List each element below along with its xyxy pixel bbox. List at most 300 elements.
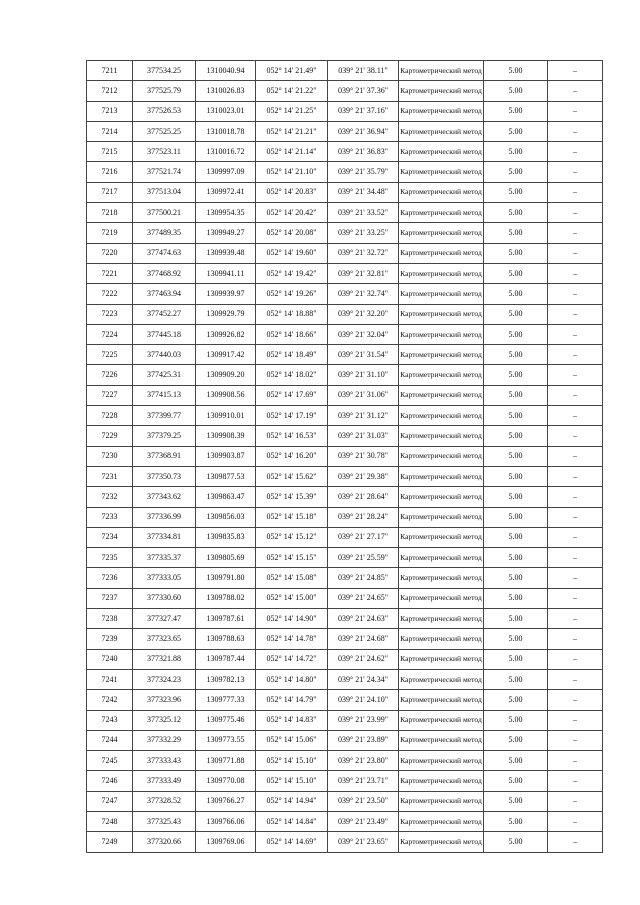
latitude-cell: 052° 14' 21.49" bbox=[256, 61, 328, 81]
table-row bbox=[87, 507, 603, 527]
point-number-cell: 7247 bbox=[87, 791, 133, 811]
latitude-cell: 052° 14' 19.26" bbox=[256, 284, 328, 304]
table-row bbox=[87, 81, 603, 101]
description-cell: – bbox=[548, 284, 603, 304]
method-cell: Картометрический метод bbox=[399, 284, 484, 304]
x-coordinate-cell: 377399.77 bbox=[133, 406, 196, 426]
x-coordinate-cell: 377333.43 bbox=[133, 751, 196, 771]
longitude-cell: 039° 21' 37.16" bbox=[328, 101, 399, 121]
precision-cell: 5.00 bbox=[484, 649, 548, 669]
longitude-cell: 039° 21' 23.49" bbox=[328, 811, 399, 831]
table-row bbox=[87, 791, 603, 811]
point-number-cell: 7249 bbox=[87, 832, 133, 852]
x-coordinate-cell: 377334.81 bbox=[133, 527, 196, 547]
x-coordinate-cell: 377425.31 bbox=[133, 365, 196, 385]
x-coordinate-cell: 377521.74 bbox=[133, 162, 196, 182]
point-number-cell: 7238 bbox=[87, 609, 133, 629]
description-cell: – bbox=[548, 588, 603, 608]
x-coordinate-cell: 377445.18 bbox=[133, 324, 196, 344]
longitude-cell: 039° 21' 27.17" bbox=[328, 527, 399, 547]
x-coordinate-cell: 377534.25 bbox=[133, 61, 196, 81]
x-coordinate-cell: 377320.66 bbox=[133, 832, 196, 852]
method-cell: Картометрический метод bbox=[399, 771, 484, 791]
point-number-cell: 7218 bbox=[87, 203, 133, 223]
latitude-cell: 052° 14' 14.69" bbox=[256, 832, 328, 852]
longitude-cell: 039° 21' 38.11" bbox=[328, 61, 399, 81]
point-number-cell: 7216 bbox=[87, 162, 133, 182]
point-number-cell: 7219 bbox=[87, 223, 133, 243]
x-coordinate-cell: 377379.25 bbox=[133, 426, 196, 446]
table-row bbox=[87, 243, 603, 263]
description-cell: – bbox=[548, 832, 603, 852]
method-cell: Картометрический метод bbox=[399, 629, 484, 649]
longitude-cell: 039° 21' 31.10" bbox=[328, 365, 399, 385]
precision-cell: 5.00 bbox=[484, 365, 548, 385]
x-coordinate-cell: 377500.21 bbox=[133, 203, 196, 223]
precision-cell: 5.00 bbox=[484, 588, 548, 608]
latitude-cell: 052° 14' 14.90" bbox=[256, 609, 328, 629]
precision-cell: 5.00 bbox=[484, 81, 548, 101]
latitude-cell: 052° 14' 14.72" bbox=[256, 649, 328, 669]
latitude-cell: 052° 14' 14.79" bbox=[256, 690, 328, 710]
longitude-cell: 039° 21' 32.20" bbox=[328, 304, 399, 324]
x-coordinate-cell: 377325.43 bbox=[133, 811, 196, 831]
latitude-cell: 052° 14' 15.08" bbox=[256, 568, 328, 588]
precision-cell: 5.00 bbox=[484, 162, 548, 182]
precision-cell: 5.00 bbox=[484, 690, 548, 710]
y-coordinate-cell: 1310018.78 bbox=[196, 121, 256, 141]
table-row bbox=[87, 365, 603, 385]
y-coordinate-cell: 1309766.27 bbox=[196, 791, 256, 811]
longitude-cell: 039° 21' 29.38" bbox=[328, 466, 399, 486]
longitude-cell: 039° 21' 25.59" bbox=[328, 548, 399, 568]
method-cell: Картометрический метод bbox=[399, 162, 484, 182]
point-number-cell: 7234 bbox=[87, 527, 133, 547]
description-cell: – bbox=[548, 629, 603, 649]
precision-cell: 5.00 bbox=[484, 811, 548, 831]
coordinates-table bbox=[86, 60, 603, 853]
method-cell: Картометрический метод bbox=[399, 324, 484, 344]
table-row bbox=[87, 385, 603, 405]
table-row bbox=[87, 730, 603, 750]
point-number-cell: 7240 bbox=[87, 649, 133, 669]
longitude-cell: 039° 21' 24.65" bbox=[328, 588, 399, 608]
longitude-cell: 039° 21' 34.48" bbox=[328, 182, 399, 202]
point-number-cell: 7230 bbox=[87, 446, 133, 466]
description-cell: – bbox=[548, 426, 603, 446]
method-cell: Картометрический метод bbox=[399, 649, 484, 669]
description-cell: – bbox=[548, 324, 603, 344]
point-number-cell: 7244 bbox=[87, 730, 133, 750]
latitude-cell: 052° 14' 18.49" bbox=[256, 345, 328, 365]
latitude-cell: 052° 14' 15.00" bbox=[256, 588, 328, 608]
point-number-cell: 7229 bbox=[87, 426, 133, 446]
longitude-cell: 039° 21' 24.34" bbox=[328, 669, 399, 689]
precision-cell: 5.00 bbox=[484, 568, 548, 588]
y-coordinate-cell: 1309903.87 bbox=[196, 446, 256, 466]
point-number-cell: 7220 bbox=[87, 243, 133, 263]
y-coordinate-cell: 1310040.94 bbox=[196, 61, 256, 81]
latitude-cell: 052° 14' 20.42" bbox=[256, 203, 328, 223]
x-coordinate-cell: 377463.94 bbox=[133, 284, 196, 304]
latitude-cell: 052° 14' 21.21" bbox=[256, 121, 328, 141]
y-coordinate-cell: 1309929.79 bbox=[196, 304, 256, 324]
y-coordinate-cell: 1309787.44 bbox=[196, 649, 256, 669]
description-cell: – bbox=[548, 345, 603, 365]
description-cell: – bbox=[548, 223, 603, 243]
description-cell: – bbox=[548, 243, 603, 263]
method-cell: Картометрический метод bbox=[399, 61, 484, 81]
y-coordinate-cell: 1309856.03 bbox=[196, 507, 256, 527]
point-number-cell: 7227 bbox=[87, 385, 133, 405]
table-row bbox=[87, 487, 603, 507]
point-number-cell: 7214 bbox=[87, 121, 133, 141]
y-coordinate-cell: 1309791.80 bbox=[196, 568, 256, 588]
point-number-cell: 7239 bbox=[87, 629, 133, 649]
y-coordinate-cell: 1309775.46 bbox=[196, 710, 256, 730]
longitude-cell: 039° 21' 24.10" bbox=[328, 690, 399, 710]
latitude-cell: 052° 14' 16.20" bbox=[256, 446, 328, 466]
table-row bbox=[87, 162, 603, 182]
latitude-cell: 052° 14' 14.84" bbox=[256, 811, 328, 831]
table-row bbox=[87, 771, 603, 791]
longitude-cell: 039° 21' 23.50" bbox=[328, 791, 399, 811]
table-row bbox=[87, 345, 603, 365]
method-cell: Картометрический метод bbox=[399, 101, 484, 121]
point-number-cell: 7233 bbox=[87, 507, 133, 527]
longitude-cell: 039° 21' 31.06" bbox=[328, 385, 399, 405]
longitude-cell: 039° 21' 28.64" bbox=[328, 487, 399, 507]
precision-cell: 5.00 bbox=[484, 507, 548, 527]
x-coordinate-cell: 377468.92 bbox=[133, 263, 196, 283]
description-cell: – bbox=[548, 203, 603, 223]
x-coordinate-cell: 377452.27 bbox=[133, 304, 196, 324]
table-row bbox=[87, 832, 603, 852]
method-cell: Картометрический метод bbox=[399, 426, 484, 446]
method-cell: Картометрический метод bbox=[399, 568, 484, 588]
longitude-cell: 039° 21' 31.03" bbox=[328, 426, 399, 446]
x-coordinate-cell: 377332.29 bbox=[133, 730, 196, 750]
method-cell: Картометрический метод bbox=[399, 811, 484, 831]
precision-cell: 5.00 bbox=[484, 710, 548, 730]
method-cell: Картометрический метод bbox=[399, 832, 484, 852]
y-coordinate-cell: 1309782.13 bbox=[196, 669, 256, 689]
point-number-cell: 7242 bbox=[87, 690, 133, 710]
precision-cell: 5.00 bbox=[484, 751, 548, 771]
description-cell: – bbox=[548, 61, 603, 81]
y-coordinate-cell: 1309941.11 bbox=[196, 263, 256, 283]
precision-cell: 5.00 bbox=[484, 223, 548, 243]
latitude-cell: 052° 14' 15.06" bbox=[256, 730, 328, 750]
x-coordinate-cell: 377333.05 bbox=[133, 568, 196, 588]
method-cell: Картометрический метод bbox=[399, 263, 484, 283]
table-row bbox=[87, 121, 603, 141]
longitude-cell: 039° 21' 24.85" bbox=[328, 568, 399, 588]
point-number-cell: 7226 bbox=[87, 365, 133, 385]
latitude-cell: 052° 14' 14.94" bbox=[256, 791, 328, 811]
precision-cell: 5.00 bbox=[484, 771, 548, 791]
coordinates-table-body bbox=[87, 61, 603, 853]
longitude-cell: 039° 21' 32.81" bbox=[328, 263, 399, 283]
point-number-cell: 7235 bbox=[87, 548, 133, 568]
method-cell: Картометрический метод bbox=[399, 710, 484, 730]
point-number-cell: 7228 bbox=[87, 406, 133, 426]
description-cell: – bbox=[548, 730, 603, 750]
precision-cell: 5.00 bbox=[484, 142, 548, 162]
description-cell: – bbox=[548, 142, 603, 162]
table-row bbox=[87, 710, 603, 730]
precision-cell: 5.00 bbox=[484, 101, 548, 121]
latitude-cell: 052° 14' 17.69" bbox=[256, 385, 328, 405]
point-number-cell: 7223 bbox=[87, 304, 133, 324]
point-number-cell: 7243 bbox=[87, 710, 133, 730]
method-cell: Картометрический метод bbox=[399, 365, 484, 385]
precision-cell: 5.00 bbox=[484, 182, 548, 202]
precision-cell: 5.00 bbox=[484, 304, 548, 324]
x-coordinate-cell: 377526.53 bbox=[133, 101, 196, 121]
y-coordinate-cell: 1309787.61 bbox=[196, 609, 256, 629]
y-coordinate-cell: 1309766.06 bbox=[196, 811, 256, 831]
latitude-cell: 052° 14' 16.53" bbox=[256, 426, 328, 446]
method-cell: Картометрический метод bbox=[399, 791, 484, 811]
table-row bbox=[87, 426, 603, 446]
point-number-cell: 7237 bbox=[87, 588, 133, 608]
point-number-cell: 7236 bbox=[87, 568, 133, 588]
description-cell: – bbox=[548, 81, 603, 101]
longitude-cell: 039° 21' 36.83" bbox=[328, 142, 399, 162]
table-row bbox=[87, 142, 603, 162]
longitude-cell: 039° 21' 33.52" bbox=[328, 203, 399, 223]
precision-cell: 5.00 bbox=[484, 487, 548, 507]
precision-cell: 5.00 bbox=[484, 446, 548, 466]
description-cell: – bbox=[548, 101, 603, 121]
y-coordinate-cell: 1309877.53 bbox=[196, 466, 256, 486]
point-number-cell: 7231 bbox=[87, 466, 133, 486]
longitude-cell: 039° 21' 23.99" bbox=[328, 710, 399, 730]
y-coordinate-cell: 1310016.72 bbox=[196, 142, 256, 162]
description-cell: – bbox=[548, 548, 603, 568]
table-row bbox=[87, 690, 603, 710]
table-row bbox=[87, 324, 603, 344]
precision-cell: 5.00 bbox=[484, 324, 548, 344]
method-cell: Картометрический метод bbox=[399, 466, 484, 486]
x-coordinate-cell: 377525.79 bbox=[133, 81, 196, 101]
table-row bbox=[87, 61, 603, 81]
table-row bbox=[87, 811, 603, 831]
method-cell: Картометрический метод bbox=[399, 527, 484, 547]
table-row bbox=[87, 182, 603, 202]
table-row bbox=[87, 101, 603, 121]
table-row bbox=[87, 527, 603, 547]
point-number-cell: 7215 bbox=[87, 142, 133, 162]
y-coordinate-cell: 1309863.47 bbox=[196, 487, 256, 507]
method-cell: Картометрический метод bbox=[399, 406, 484, 426]
latitude-cell: 052° 14' 20.83" bbox=[256, 182, 328, 202]
method-cell: Картометрический метод bbox=[399, 223, 484, 243]
x-coordinate-cell: 377513.04 bbox=[133, 182, 196, 202]
point-number-cell: 7248 bbox=[87, 811, 133, 831]
latitude-cell: 052° 14' 18.88" bbox=[256, 304, 328, 324]
method-cell: Картометрический метод bbox=[399, 121, 484, 141]
table-row bbox=[87, 304, 603, 324]
description-cell: – bbox=[548, 487, 603, 507]
x-coordinate-cell: 377415.13 bbox=[133, 385, 196, 405]
table-row bbox=[87, 203, 603, 223]
method-cell: Картометрический метод bbox=[399, 81, 484, 101]
precision-cell: 5.00 bbox=[484, 203, 548, 223]
longitude-cell: 039° 21' 32.04" bbox=[328, 324, 399, 344]
latitude-cell: 052° 14' 21.10" bbox=[256, 162, 328, 182]
description-cell: – bbox=[548, 406, 603, 426]
point-number-cell: 7212 bbox=[87, 81, 133, 101]
latitude-cell: 052° 14' 15.10" bbox=[256, 771, 328, 791]
table-row bbox=[87, 406, 603, 426]
method-cell: Картометрический метод bbox=[399, 690, 484, 710]
description-cell: – bbox=[548, 649, 603, 669]
method-cell: Картометрический метод bbox=[399, 446, 484, 466]
method-cell: Картометрический метод bbox=[399, 609, 484, 629]
method-cell: Картометрический метод bbox=[399, 385, 484, 405]
precision-cell: 5.00 bbox=[484, 426, 548, 446]
y-coordinate-cell: 1309773.55 bbox=[196, 730, 256, 750]
longitude-cell: 039° 21' 24.63" bbox=[328, 609, 399, 629]
longitude-cell: 039° 21' 35.79" bbox=[328, 162, 399, 182]
latitude-cell: 052° 14' 14.80" bbox=[256, 669, 328, 689]
y-coordinate-cell: 1309926.82 bbox=[196, 324, 256, 344]
x-coordinate-cell: 377323.65 bbox=[133, 629, 196, 649]
description-cell: – bbox=[548, 771, 603, 791]
longitude-cell: 039° 21' 33.25" bbox=[328, 223, 399, 243]
y-coordinate-cell: 1309910.01 bbox=[196, 406, 256, 426]
point-number-cell: 7245 bbox=[87, 751, 133, 771]
description-cell: – bbox=[548, 304, 603, 324]
longitude-cell: 039° 21' 30.78" bbox=[328, 446, 399, 466]
longitude-cell: 039° 21' 23.65" bbox=[328, 832, 399, 852]
y-coordinate-cell: 1309949.27 bbox=[196, 223, 256, 243]
method-cell: Картометрический метод bbox=[399, 304, 484, 324]
description-cell: – bbox=[548, 791, 603, 811]
precision-cell: 5.00 bbox=[484, 730, 548, 750]
description-cell: – bbox=[548, 669, 603, 689]
y-coordinate-cell: 1310023.01 bbox=[196, 101, 256, 121]
table-row bbox=[87, 751, 603, 771]
latitude-cell: 052° 14' 15.18" bbox=[256, 507, 328, 527]
description-cell: – bbox=[548, 182, 603, 202]
table-row bbox=[87, 284, 603, 304]
x-coordinate-cell: 377335.37 bbox=[133, 548, 196, 568]
point-number-cell: 7222 bbox=[87, 284, 133, 304]
y-coordinate-cell: 1309908.56 bbox=[196, 385, 256, 405]
precision-cell: 5.00 bbox=[484, 263, 548, 283]
longitude-cell: 039° 21' 23.71" bbox=[328, 771, 399, 791]
table-row bbox=[87, 548, 603, 568]
description-cell: – bbox=[548, 811, 603, 831]
table-row bbox=[87, 446, 603, 466]
method-cell: Картометрический метод bbox=[399, 669, 484, 689]
description-cell: – bbox=[548, 263, 603, 283]
table-row bbox=[87, 629, 603, 649]
table-row bbox=[87, 588, 603, 608]
precision-cell: 5.00 bbox=[484, 527, 548, 547]
y-coordinate-cell: 1309939.48 bbox=[196, 243, 256, 263]
y-coordinate-cell: 1309788.02 bbox=[196, 588, 256, 608]
method-cell: Картометрический метод bbox=[399, 730, 484, 750]
longitude-cell: 039° 21' 37.36" bbox=[328, 81, 399, 101]
latitude-cell: 052° 14' 18.66" bbox=[256, 324, 328, 344]
y-coordinate-cell: 1310026.83 bbox=[196, 81, 256, 101]
coordinates-sheet bbox=[86, 60, 602, 853]
longitude-cell: 039° 21' 32.74" bbox=[328, 284, 399, 304]
longitude-cell: 039° 21' 36.94" bbox=[328, 121, 399, 141]
latitude-cell: 052° 14' 15.39" bbox=[256, 487, 328, 507]
latitude-cell: 052° 14' 21.25" bbox=[256, 101, 328, 121]
description-cell: – bbox=[548, 527, 603, 547]
table-row bbox=[87, 609, 603, 629]
y-coordinate-cell: 1309917.42 bbox=[196, 345, 256, 365]
point-number-cell: 7232 bbox=[87, 487, 133, 507]
longitude-cell: 039° 21' 23.89" bbox=[328, 730, 399, 750]
y-coordinate-cell: 1309908.39 bbox=[196, 426, 256, 446]
point-number-cell: 7224 bbox=[87, 324, 133, 344]
x-coordinate-cell: 377343.62 bbox=[133, 487, 196, 507]
point-number-cell: 7221 bbox=[87, 263, 133, 283]
x-coordinate-cell: 377323.96 bbox=[133, 690, 196, 710]
x-coordinate-cell: 377525.25 bbox=[133, 121, 196, 141]
description-cell: – bbox=[548, 568, 603, 588]
point-number-cell: 7246 bbox=[87, 771, 133, 791]
description-cell: – bbox=[548, 609, 603, 629]
y-coordinate-cell: 1309909.20 bbox=[196, 365, 256, 385]
latitude-cell: 052° 14' 15.15" bbox=[256, 548, 328, 568]
longitude-cell: 039° 21' 31.54" bbox=[328, 345, 399, 365]
y-coordinate-cell: 1309939.97 bbox=[196, 284, 256, 304]
description-cell: – bbox=[548, 507, 603, 527]
precision-cell: 5.00 bbox=[484, 284, 548, 304]
latitude-cell: 052° 14' 14.83" bbox=[256, 710, 328, 730]
x-coordinate-cell: 377368.91 bbox=[133, 446, 196, 466]
x-coordinate-cell: 377474.63 bbox=[133, 243, 196, 263]
y-coordinate-cell: 1309770.08 bbox=[196, 771, 256, 791]
x-coordinate-cell: 377440.03 bbox=[133, 345, 196, 365]
point-number-cell: 7225 bbox=[87, 345, 133, 365]
y-coordinate-cell: 1309788.63 bbox=[196, 629, 256, 649]
method-cell: Картометрический метод bbox=[399, 487, 484, 507]
precision-cell: 5.00 bbox=[484, 121, 548, 141]
y-coordinate-cell: 1309805.69 bbox=[196, 548, 256, 568]
y-coordinate-cell: 1309997.09 bbox=[196, 162, 256, 182]
x-coordinate-cell: 377489.35 bbox=[133, 223, 196, 243]
x-coordinate-cell: 377328.52 bbox=[133, 791, 196, 811]
description-cell: – bbox=[548, 690, 603, 710]
point-number-cell: 7213 bbox=[87, 101, 133, 121]
precision-cell: 5.00 bbox=[484, 243, 548, 263]
x-coordinate-cell: 377523.11 bbox=[133, 142, 196, 162]
latitude-cell: 052° 14' 14.78" bbox=[256, 629, 328, 649]
method-cell: Картометрический метод bbox=[399, 203, 484, 223]
latitude-cell: 052° 14' 17.19" bbox=[256, 406, 328, 426]
method-cell: Картометрический метод bbox=[399, 507, 484, 527]
y-coordinate-cell: 1309771.88 bbox=[196, 751, 256, 771]
method-cell: Картометрический метод bbox=[399, 345, 484, 365]
precision-cell: 5.00 bbox=[484, 385, 548, 405]
precision-cell: 5.00 bbox=[484, 609, 548, 629]
method-cell: Картометрический метод bbox=[399, 588, 484, 608]
latitude-cell: 052° 14' 21.22" bbox=[256, 81, 328, 101]
latitude-cell: 052° 14' 21.14" bbox=[256, 142, 328, 162]
description-cell: – bbox=[548, 446, 603, 466]
description-cell: – bbox=[548, 710, 603, 730]
table-row bbox=[87, 263, 603, 283]
